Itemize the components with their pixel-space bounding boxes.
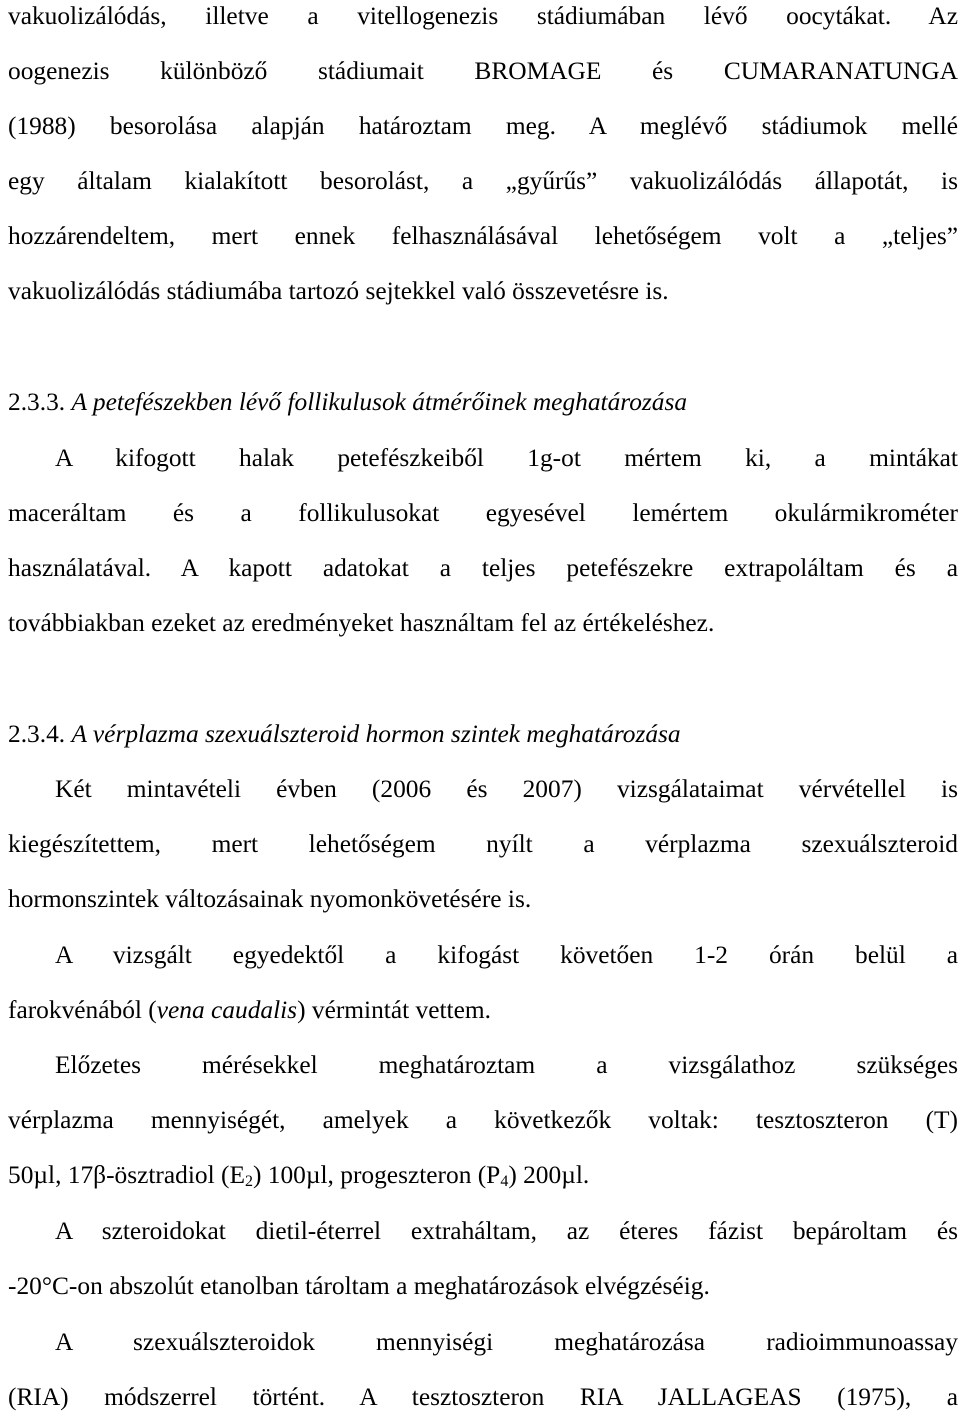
text-line: hormonszintek változásainak nyomonkövetésére is. <box>8 885 532 913</box>
section-number: 2.3.3. <box>8 388 66 416</box>
text-line: vérplazma mennyiségét, amelyek a következők voltak: tesztoszteron (T) <box>8 1106 958 1134</box>
text-line: továbbiakban ezeket az eredményeket használtam fel az értékeléshez. <box>8 609 715 637</box>
text-line: (RIA) módszerrel történt. A tesztoszteron RIA JALLAGEAS (1975), a <box>8 1383 958 1411</box>
section-title: A petefészekben lévő follikulusok átmérőinek meghatározása <box>71 388 688 416</box>
text-run: farokvénából ( <box>8 996 157 1024</box>
text-line: egy általam kialakított besorolást, a „gyűrűs” vakuolizálódás állapotát, is <box>8 167 958 195</box>
text-line: A kifogott halak petefészkeiből 1g-ot mértem ki, a mintákat <box>55 444 958 472</box>
section-heading <box>8 386 958 418</box>
subscript: 4 <box>500 1173 509 1190</box>
section-number: 2.3.4. <box>8 720 66 748</box>
text-run: ) 100µl, progeszteron (P <box>252 1161 501 1189</box>
text-run: ) vérmintát vettem. <box>297 996 491 1024</box>
text-line: (1988) besorolása alapján határoztam meg. A meglévő stádiumok mellé <box>8 112 958 140</box>
text-line: hozzárendeltem, mert ennek felhasználásával lehetőségem volt a „teljes” <box>8 222 958 250</box>
text-run: 50µl, 17β-ösztradiol (E <box>8 1161 245 1189</box>
text-line <box>8 1159 958 1191</box>
latin-term: vena caudalis <box>156 996 298 1024</box>
text-line: -20°C-on abszolút etanolban tároltam a meghatározások elvégzéséig. <box>8 1272 710 1300</box>
text-line: A vizsgált egyedektől a kifogást követően 1-2 órán belül a <box>55 941 958 969</box>
text-line: maceráltam és a follikulusokat egyesével lemértem okulármikrométer <box>8 499 958 527</box>
text-line: vakuolizálódás stádiumába tartozó sejtekkel való összevetésre is. <box>8 277 669 305</box>
section-heading <box>8 718 958 750</box>
text-line: oogenezis különböző stádiumait BROMAGE és CUMARANATUNGA <box>8 57 958 85</box>
text-line: Két mintavételi évben (2006 és 2007) vizsgálataimat vérvétellel is <box>55 775 958 803</box>
text-line <box>8 994 958 1026</box>
text-line: kiegészítettem, mert lehetőségem nyílt a vérplazma szexuálszteroid <box>8 830 958 858</box>
subscript: 2 <box>244 1173 253 1190</box>
text-line: Előzetes mérésekkel meghatároztam a vizsgálathoz szükséges <box>55 1051 958 1079</box>
text-line: használatával. A kapott adatokat a teljes petefészekre extrapoláltam és a <box>8 554 958 582</box>
text-run: ) 200µl. <box>508 1161 590 1189</box>
text-line: A szteroidokat dietil-éterrel extraháltam, az éteres fázist bepároltam és <box>55 1217 958 1245</box>
section-title: A vérplazma szexuálszteroid hormon szintek meghatározása <box>71 720 681 748</box>
text-line: vakuolizálódás, illetve a vitellogenezis stádiumában lévő oocytákat. Az <box>8 2 958 30</box>
text-line: A szexuálszteroidok mennyiségi meghatározása radioimmunoassay <box>55 1328 958 1356</box>
